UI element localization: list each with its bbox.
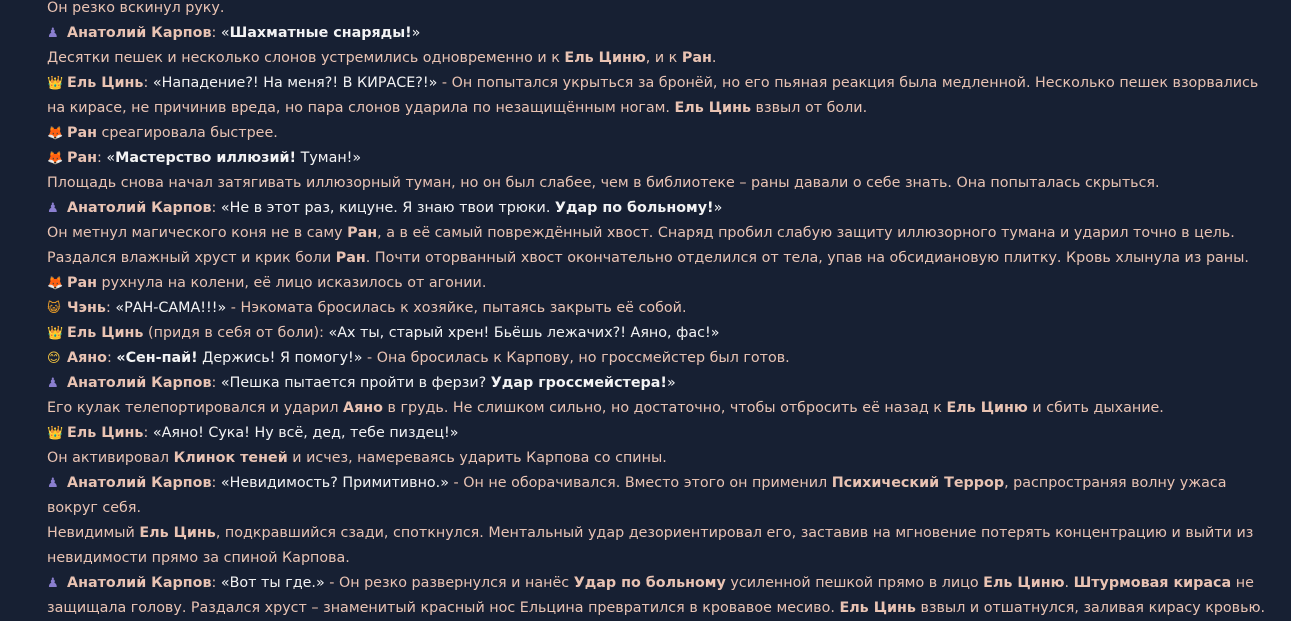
narration-text: . [711, 50, 717, 66]
narration-text: : [143, 425, 153, 441]
narration-text: усиленной пешкой прямо в лицо [725, 575, 984, 591]
fox-icon: 🦊 [47, 276, 64, 291]
dialogue-text: » [713, 200, 723, 216]
fox-icon: 🦊 [47, 126, 64, 141]
speaker-name: Ран [67, 125, 98, 141]
speaker-name: Анатолий Карпов [67, 375, 212, 391]
narration-text: : [105, 300, 116, 316]
crown-icon: 👑 [47, 326, 64, 341]
narration-text: - Он попытался укрыться за бронёй, но его пьяная реакция была медленной. Несколько пешек взорвались на кирасе, не причинив вреда, но пара слонов ударила по незащищённым ногам. [47, 75, 1259, 116]
narration-text: (придя в себя от боли): [143, 325, 329, 341]
dialogue-text: «Вот ты где.» [220, 575, 325, 591]
dialogue-text: Удар по больному! [554, 200, 714, 216]
speaker-name: Анатолий Карпов [67, 25, 212, 41]
narration-text: среагировала быстрее. [97, 125, 278, 141]
speaker-name: Ель Цинь [67, 325, 144, 341]
chat-message [47, 21, 1273, 46]
dialogue-text: «Аяно! Сука! Ну всё, дед, тебе пиздец!» [152, 425, 459, 441]
speaker-name: Ель Циню [983, 575, 1065, 591]
speaker-name: Анатолий Карпов [67, 475, 212, 491]
speaker-name: Ель Цинь [839, 600, 916, 616]
cat-face-icon: 😺 [47, 301, 61, 316]
dialogue-text: «РАН-САМА!!!» [115, 300, 227, 316]
narration-text: : [211, 200, 221, 216]
narration-text: . [1064, 575, 1074, 591]
speaker-name: Ран [67, 275, 98, 291]
chess-pawn-icon: ♟ [47, 476, 59, 491]
speaker-name: Ран [681, 50, 712, 66]
speaker-name: Ель Цинь [674, 100, 751, 116]
narration-text: : [211, 475, 221, 491]
narration-text: - Он не оборачивался. Вместо этого он применил [448, 475, 832, 491]
narration-text: Он активировал [47, 450, 174, 466]
speaker-name: Удар по больному [573, 575, 726, 591]
narration-text: : [106, 350, 117, 366]
dialogue-text: Туман!» [296, 150, 362, 166]
dialogue-text: « [220, 25, 230, 41]
narration-text: : [211, 575, 221, 591]
narration-text: , и к [645, 50, 682, 66]
narration-text: : [211, 25, 221, 41]
smiling-face-icon: 😊 [47, 351, 61, 366]
speaker-name: Анатолий Карпов [67, 200, 212, 216]
narration-text: Невидимый [47, 525, 140, 541]
dialogue-text: Шахматные снаряды! [229, 25, 412, 41]
chat-message [47, 571, 1273, 621]
dialogue-text: Держись! Я помогу!» [197, 350, 363, 366]
narration-text: Его кулак телепортировался и ударил [47, 400, 344, 416]
narration-text: и сбить дыхание. [1027, 400, 1164, 416]
speaker-name: Аяно [67, 350, 107, 366]
dialogue-text: Удар гроссмейстера! [490, 375, 667, 391]
chat-message [47, 521, 1273, 571]
narration-text: Он метнул магического коня не в саму [47, 225, 348, 241]
chat-message [47, 171, 1273, 196]
speaker-name: Анатолий Карпов [67, 575, 212, 591]
narration-text: - Он резко развернулся и нанёс [324, 575, 574, 591]
speaker-name: Ель Циню [946, 400, 1028, 416]
dialogue-text: « [106, 150, 116, 166]
speaker-name: Ран [335, 250, 366, 266]
chat-message [47, 71, 1273, 121]
chess-pawn-icon: ♟ [47, 576, 59, 591]
narration-text: в грудь. Не слишком сильно, но достаточно, чтобы отбросить её назад к [382, 400, 947, 416]
narration-text: Площадь снова начал затягивать иллюзорный туман, но он был слабее, чем в библиотеке – раны давали о себе знать. Она попыталась скрыться. [47, 175, 1160, 191]
fox-icon: 🦊 [47, 151, 64, 166]
dialogue-text: «Не в этот раз, кицуне. Я знаю твои трюки. [220, 200, 555, 216]
chat-message [47, 296, 1273, 321]
chat-message [47, 446, 1273, 471]
chat-message [47, 471, 1273, 521]
crown-icon: 👑 [47, 76, 64, 91]
dialogue-text: Мастерство иллюзий! [115, 150, 297, 166]
chat-message [47, 146, 1273, 171]
narration-text: Десятки пешек и несколько слонов устремились одновременно и к [47, 50, 565, 66]
speaker-name: Ель Цинь [67, 425, 144, 441]
narration-text: . Почти оторванный хвост окончательно отделился от тела, упав на обсидиановую плитку. Кровь хлынула из раны. [365, 250, 1249, 266]
narration-text: : [211, 375, 221, 391]
dialogue-text: «Нападение?! На меня?! В КИРАСЕ?!» [152, 75, 438, 91]
chat-message [47, 196, 1273, 221]
chat-message [47, 0, 1273, 21]
narration-text: взвыл от боли. [751, 100, 868, 116]
chat-message [47, 321, 1273, 346]
narration-text: и исчез, намереваясь ударить Карпова со спины. [287, 450, 667, 466]
speaker-name: Штурмовая кираса [1073, 575, 1232, 591]
chat-message [47, 221, 1273, 271]
speaker-name: Ран [67, 150, 98, 166]
speaker-name: Чэнь [67, 300, 106, 316]
chat-message [47, 396, 1273, 421]
narration-text: взвыл и отшатнулся, заливая кирасу кровью. [915, 600, 1266, 616]
speaker-name: Ель Цинь [139, 525, 216, 541]
speaker-name: Аяно [343, 400, 383, 416]
dialogue-text: «Невидимость? Примитивно.» [220, 475, 449, 491]
speaker-name: Ран [347, 225, 378, 241]
crown-icon: 👑 [47, 426, 64, 441]
chat-message [47, 271, 1273, 296]
speaker-name: Клинок теней [173, 450, 288, 466]
narration-text: , подкравшийся сзади, споткнулся. Ментальный удар дезориентировал его, заставив на мгновение потерять концентрацию и выйти из невидимости прямо за спиной Карпова. [47, 525, 1254, 566]
speaker-name: Ель Цинь [67, 75, 144, 91]
chat-log [47, 0, 1273, 621]
chat-message [47, 371, 1273, 396]
chess-pawn-icon: ♟ [47, 376, 59, 391]
chat-message [47, 46, 1273, 71]
chat-message [47, 421, 1273, 446]
dialogue-text: «Пешка пытается пройти в ферзи? [220, 375, 491, 391]
chess-pawn-icon: ♟ [47, 201, 59, 216]
narration-text: рухнула на колени, её лицо исказилось от агонии. [97, 275, 487, 291]
narration-text: : [143, 75, 153, 91]
narration-text: , а в её самый повреждённый хвост. Снаряд пробил слабую защиту иллюзорного тумана и ударил точно в цель. Раздался влажный хруст и крик боли [47, 225, 1235, 266]
narration-text: , распространяя волну ужаса вокруг себя. [47, 475, 1227, 516]
dialogue-text: «Ах ты, старый хрен! Бьёшь лежачих?! Аяно, фас!» [328, 325, 720, 341]
speaker-name: Психический Террор [831, 475, 1005, 491]
dialogue-text: » [411, 25, 421, 41]
narration-text: : [97, 150, 107, 166]
dialogue-text: «Сен-пай! [116, 350, 198, 366]
speaker-name: Ель Циню [564, 50, 646, 66]
dialogue-text: » [666, 375, 676, 391]
chat-message [47, 346, 1273, 371]
narration-text: - Нэкомата бросилась к хозяйке, пытаясь закрыть её собой. [226, 300, 687, 316]
narration-text: Он резко вскинул руку. [47, 0, 225, 16]
chat-message [47, 121, 1273, 146]
narration-text: не защищала голову. Раздался хруст – знаменитый красный нос Ельцина превратился в кровавое месиво. [47, 575, 1254, 616]
chess-pawn-icon: ♟ [47, 26, 59, 41]
narration-text: - Она бросилась к Карпову, но гроссмейстер был готов. [362, 350, 790, 366]
